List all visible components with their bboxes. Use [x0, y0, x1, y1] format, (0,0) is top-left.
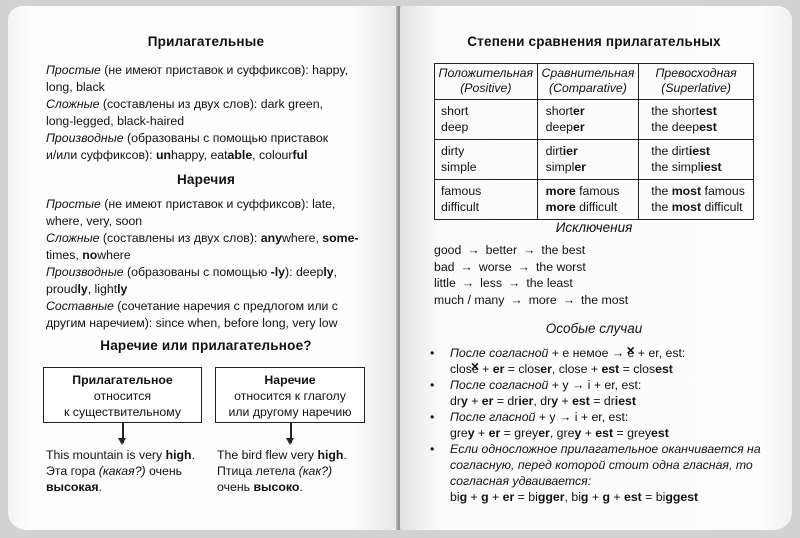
adverbs-title: Наречия: [176, 172, 236, 187]
header-comparative: Сравнительная (Comparative): [537, 64, 639, 100]
bullet-icon: •: [430, 442, 435, 456]
special-cases-title: Особые случаи: [545, 321, 643, 336]
special-case-item: • После согласной + y → i + er, est: dry + er = drier, dry + est = driest: [430, 378, 642, 408]
adverb-rule-line1: относится к глаголу: [234, 389, 346, 403]
exception-row: good → better → the best: [434, 243, 586, 257]
right-arrow-icon: →: [523, 243, 536, 257]
exception-row: little → less → the least: [434, 276, 573, 290]
header-superlative: Превосходная (Superlative): [639, 64, 754, 100]
table-cell: famous difficult: [435, 180, 538, 220]
adjective-example: This mountain is very high. Эта гора (какая?) очень высокая.: [46, 448, 195, 494]
comparison-table: [434, 63, 754, 220]
table-cell: the most famous the most difficult: [639, 180, 754, 220]
right-arrow-icon: →: [510, 292, 523, 307]
right-arrow-icon: →: [460, 259, 473, 274]
table-cell: dirtier simpler: [537, 140, 639, 180]
adverbs-text: Простые (не имеют приставок и суффиксов): late, where, very, soon Сложные (составлены из двух слов): anywhere, some- times, nowhere Производные (образованы с помощью -ly): deeply, proudly, lightly Составные (сочетание наречия с предлогом или с другим наречием): since when, before long, very low: [46, 197, 359, 330]
table-cell: more famous more difficult: [537, 180, 639, 220]
table-row: [435, 100, 754, 140]
special-case-item: • После гласной + y → i + er, est: grey + er = greyer, grey + est = greyest: [430, 410, 669, 440]
adverb-rule-head: Наречие: [264, 373, 316, 387]
right-arrow-icon: →: [508, 276, 521, 290]
adjective-arrow-icon: [122, 423, 124, 443]
table-row: [435, 140, 754, 180]
adjective-rule-line2: к существительному: [64, 405, 181, 419]
adjective-rule-head: Прилагательное: [72, 373, 173, 387]
adjectives-title: Прилагательные: [147, 34, 265, 49]
right-arrow-icon: →: [562, 292, 576, 307]
table-cell: short deep: [435, 100, 538, 140]
adjective-rule-line1: относится: [93, 389, 152, 403]
adjective-rule-box: [43, 367, 202, 423]
special-case-item: • Если односложное прилагательное оканчивается на согласную, перед которой стоит одна гласная, то согласная удваивается: big + g + er = bigger, big + g + est = biggest: [430, 442, 761, 504]
special-cases-list: [430, 345, 760, 505]
special-case-item: • После согласной + е немое → e × + er, est: close × + er = closer, close + est = closest: [430, 345, 760, 377]
exception-row: bad → worse → the worst: [434, 259, 586, 274]
adverb-arrow-icon: [290, 423, 292, 443]
exception-row: much / many → more → the most: [434, 292, 629, 307]
table-cell: shorter deeper: [537, 100, 639, 140]
table-cell: dirty simple: [435, 140, 538, 180]
adjectives-text: Простые (не имеют приставок и суффиксов): happy, long, black Сложные (составлены из двух слов): dark green, long-legged, black-haired Производные (образованы с помощью приставок и/или суффиксов): unhappy, eatable, colourful: [46, 63, 349, 162]
adverb-example: The bird flew very high. Птица летела (как?) очень высоко.: [217, 448, 347, 494]
adverb-or-adjective-title: Наречие или прилагательное?: [100, 338, 312, 353]
degrees-title: Степени сравнения прилагательных: [467, 34, 721, 49]
right-arrow-icon: →: [517, 259, 530, 274]
table-cell: the shortest the deepest: [639, 100, 754, 140]
bullet-icon: •: [430, 346, 435, 360]
table-row: [435, 180, 754, 220]
header-positive: Положительная (Positive): [435, 64, 538, 100]
bullet-icon: •: [430, 410, 435, 424]
adverb-rule-box: [215, 367, 365, 423]
adverb-rule-line2: или другому наречию: [228, 405, 352, 419]
table-cell: the dirtiest the simpliest: [639, 140, 754, 180]
bullet-icon: •: [430, 378, 435, 392]
right-arrow-icon: →: [461, 276, 475, 290]
right-arrow-icon: →: [467, 243, 480, 257]
exceptions-title: Исключения: [555, 220, 633, 235]
exceptions-list: [434, 242, 628, 308]
